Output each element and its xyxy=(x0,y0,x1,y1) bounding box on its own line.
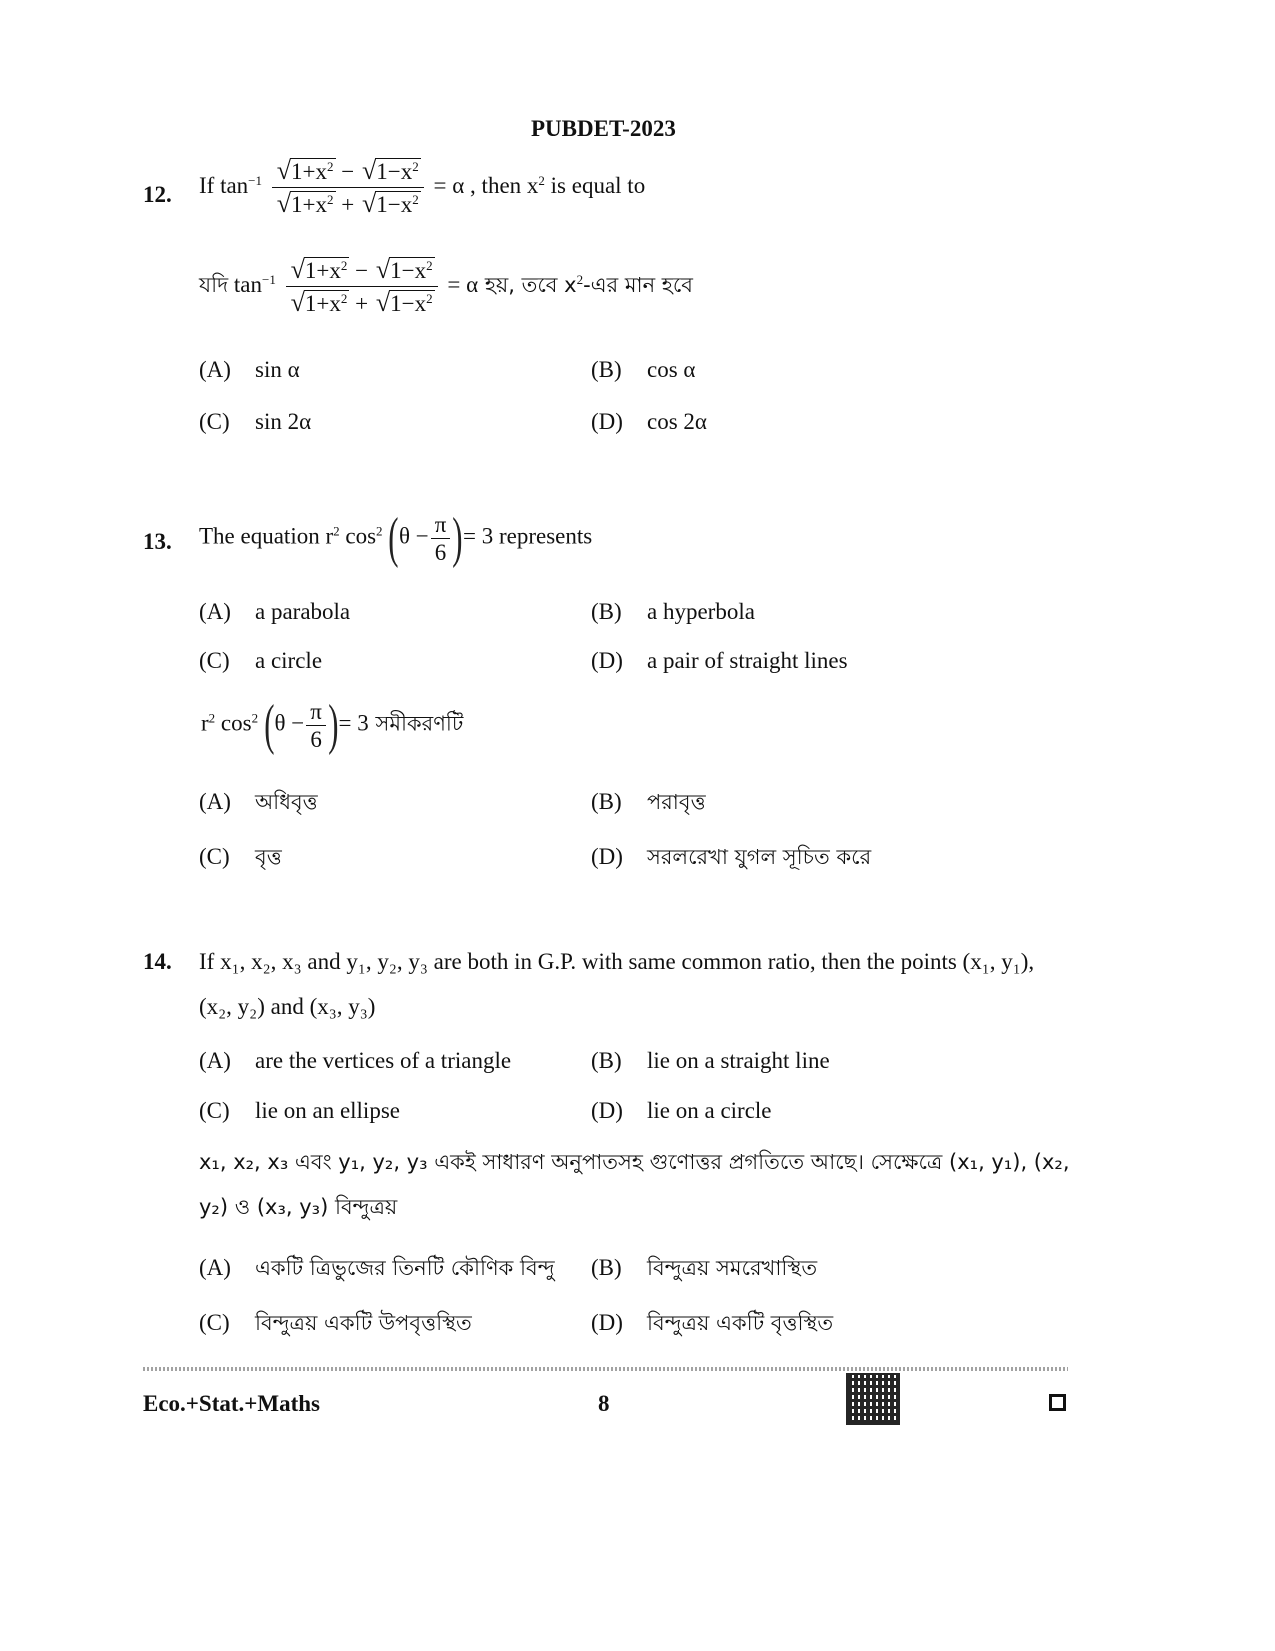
q13-cos-sup: 2 xyxy=(376,523,383,539)
radicand: $1-x^2$ xyxy=(390,291,433,316)
q14-option-b[interactable] xyxy=(591,1049,830,1072)
option-text: cos α xyxy=(647,357,696,382)
q13-bn-option-a[interactable] xyxy=(199,790,318,813)
q12-bn-tail: হয়, তবে x xyxy=(478,272,577,297)
option-text: a hyperbola xyxy=(647,599,755,624)
minus-sign: − xyxy=(335,159,361,184)
option-text: সরলরেখা যুগল সূচিত করে xyxy=(647,845,872,869)
option-text: sin α xyxy=(255,357,300,382)
sqrt-symbol: √ xyxy=(290,255,305,284)
question-12-number: 12. xyxy=(143,182,172,207)
q13-bn-theta: θ − xyxy=(274,710,305,736)
question-14-line-1: If x₁, x₂, x₃ and y₁, y₂, y₃ are both in G.P. with same common ratio, then the points (x₁, y₁), xyxy=(199,949,1035,974)
q12-tail-end: is equal to xyxy=(544,172,646,198)
q12-inverse-sup: −1 xyxy=(248,172,263,188)
q14-option-c[interactable] xyxy=(199,1099,400,1122)
q12-denominator xyxy=(272,188,424,217)
q13-bn-option-c[interactable] xyxy=(199,845,282,868)
q12-lead: If tan xyxy=(199,172,249,198)
q13-option-c[interactable] xyxy=(199,649,322,672)
corner-square-icon xyxy=(1049,1394,1066,1411)
option-label: (C) xyxy=(199,409,230,434)
question-14-bengali-line-2: y₂) ও (x₃, y₃) বিন্দুত্রয় xyxy=(199,1195,398,1219)
q13-r-sup: 2 xyxy=(333,523,340,539)
q14-bn-option-b[interactable] xyxy=(591,1256,817,1279)
question-13-english xyxy=(199,507,593,569)
sqrt-symbol: √ xyxy=(375,255,391,284)
q13-theta: θ − xyxy=(398,523,429,549)
right-paren: ) xyxy=(328,694,339,756)
option-label: (A) xyxy=(199,357,231,382)
q12-option-b[interactable] xyxy=(591,358,695,381)
q14-bn-option-d[interactable] xyxy=(591,1311,833,1334)
q12-bn-numerator xyxy=(286,257,438,287)
plus-sign: + xyxy=(335,192,361,217)
option-label: (D) xyxy=(591,844,623,869)
q12-tail-sup: 2 xyxy=(538,172,545,188)
radicand: $1+x^2$ xyxy=(291,159,334,184)
option-text: lie on an ellipse xyxy=(255,1098,400,1123)
option-label: (B) xyxy=(591,599,622,624)
q13-option-a[interactable] xyxy=(199,600,350,623)
q14-bn-option-c[interactable] xyxy=(199,1311,472,1334)
sqrt-symbol: √ xyxy=(375,288,391,317)
option-label: (B) xyxy=(591,357,622,382)
q13-bn-pi-fraction xyxy=(306,700,326,751)
option-label: (C) xyxy=(199,1310,230,1335)
q12-numerator xyxy=(272,158,424,188)
q13-tail: represents xyxy=(493,523,593,549)
option-label: (C) xyxy=(199,844,230,869)
q13-bn-cos: cos xyxy=(215,710,252,736)
option-text: বিন্দুত্রয় সমরেখাস্থিত xyxy=(647,1256,818,1280)
option-label: (D) xyxy=(591,1098,623,1123)
q13-bn-cos-sup: 2 xyxy=(251,710,259,726)
q12-fraction xyxy=(272,158,424,217)
q13-bn-eq3: = 3 xyxy=(338,710,369,736)
option-text: বিন্দুত্রয় একটি উপবৃত্তস্থিত xyxy=(255,1311,472,1335)
footer-subject: Eco.+Stat.+Maths xyxy=(143,1391,320,1416)
six: 6 xyxy=(434,539,447,565)
option-label: (D) xyxy=(591,1310,623,1335)
option-text: a pair of straight lines xyxy=(647,648,848,673)
left-paren: ( xyxy=(264,694,275,756)
q12-option-a[interactable] xyxy=(199,358,300,381)
q14-option-d[interactable] xyxy=(591,1099,772,1122)
question-14-number: 14. xyxy=(143,949,172,974)
question-14-line-2: (x₂, y₂) and (x₃, y₃) xyxy=(199,994,376,1019)
question-12-bengali xyxy=(199,257,693,316)
option-text: are the vertices of a triangle xyxy=(255,1048,512,1073)
option-text: একটি ত্রিভুজের তিনটি কৌণিক বিন্দু xyxy=(255,1256,555,1280)
confidential-strip xyxy=(143,1367,1068,1371)
option-text: অধিবৃত্ত xyxy=(255,790,318,814)
option-label: (A) xyxy=(199,1048,231,1073)
option-label: (A) xyxy=(199,599,231,624)
option-label: (B) xyxy=(591,1255,622,1280)
option-label: (B) xyxy=(591,789,622,814)
radicand: $1-x^2$ xyxy=(376,192,419,217)
q13-option-d[interactable] xyxy=(591,649,848,672)
left-paren: ( xyxy=(388,507,399,569)
option-label: (C) xyxy=(199,648,230,673)
q12-option-c[interactable] xyxy=(199,410,311,433)
q13-option-b[interactable] xyxy=(591,600,755,623)
footer-page-number: 8 xyxy=(598,1391,610,1416)
q13-cos: cos xyxy=(339,523,377,549)
q12-bn-eq: = α xyxy=(447,271,479,297)
pi: π xyxy=(306,700,326,726)
option-label: (A) xyxy=(199,1255,231,1280)
q12-bn-tail-sup: 2 xyxy=(576,271,584,287)
sqrt-symbol: √ xyxy=(362,189,377,218)
q13-lead: The equation r xyxy=(199,523,334,549)
question-14-bengali-line-1: x₁, x₂, x₃ এবং y₁, y₂, y₃ একই সাধারণ অনুপাতসহ গুণোত্তর প্রগতিতে আছে। সেক্ষেত্রে (x₁, y₁), (x₂, xyxy=(199,1150,1070,1174)
q13-bn-option-b[interactable] xyxy=(591,790,706,813)
radicand: $1-x^2$ xyxy=(390,258,433,283)
option-label: (B) xyxy=(591,1048,622,1073)
option-text: cos 2α xyxy=(647,409,707,434)
q12-bn-denominator xyxy=(286,287,438,316)
q12-option-d[interactable] xyxy=(591,410,707,433)
question-12-english xyxy=(199,158,645,217)
option-text: a circle xyxy=(255,648,323,673)
plus-sign: + xyxy=(349,291,374,316)
radicand: $1+x^2$ xyxy=(304,291,348,316)
q12-bn-tail-end: -এর মান হবে xyxy=(583,272,693,297)
q12-bn-inverse-sup: −1 xyxy=(262,271,276,287)
qr-code-icon xyxy=(846,1373,900,1425)
option-text: পরাবৃত্ত xyxy=(647,790,706,814)
option-text: lie on a straight line xyxy=(647,1048,830,1073)
pi: π xyxy=(431,513,451,539)
radicand: $1-x^2$ xyxy=(376,159,419,184)
radicand: $1+x^2$ xyxy=(291,192,334,217)
q12-bn-tan: tan xyxy=(228,271,262,297)
q13-bn-option-d[interactable] xyxy=(591,845,871,868)
question-13-bengali: $r^2$ $\cos^2 (\theta$ − $\frac{\pi}{6}$ )= 3 সমীকরণটি xyxy=(201,694,464,756)
option-label: (D) xyxy=(591,409,623,434)
right-paren: ) xyxy=(452,507,463,569)
option-text: sin 2α xyxy=(255,409,312,434)
q12-tail: = α , then x xyxy=(433,172,539,198)
option-text: a parabola xyxy=(255,599,351,624)
six: 6 xyxy=(310,726,322,752)
option-label: (D) xyxy=(591,648,623,673)
sqrt-symbol: √ xyxy=(290,288,305,317)
option-label: (C) xyxy=(199,1098,230,1123)
sqrt-symbol: √ xyxy=(276,156,292,185)
minus-sign: − xyxy=(349,258,374,283)
q14-option-a[interactable] xyxy=(199,1049,511,1072)
page-header-title: PUBDET-2023 xyxy=(531,116,676,141)
q13-pi-fraction xyxy=(431,513,451,564)
option-text: বৃত্ত xyxy=(255,845,282,869)
option-text: lie on a circle xyxy=(647,1098,772,1123)
sqrt-symbol: √ xyxy=(362,156,377,185)
q14-bn-option-a[interactable] xyxy=(199,1256,555,1279)
radicand: $1+x^2$ xyxy=(304,258,348,283)
q12-bn-fraction xyxy=(286,257,438,316)
option-label: (A) xyxy=(199,789,231,814)
q13-bn-tail: সমীকরণটি xyxy=(368,711,464,736)
q12-bn-lead: যদি xyxy=(199,272,229,297)
q13-eq3: = 3 xyxy=(462,523,494,549)
sqrt-symbol: √ xyxy=(276,189,292,218)
question-13-number: 13. xyxy=(143,529,172,554)
q13-bn-r-sup: 2 xyxy=(208,710,216,726)
option-text: বিন্দুত্রয় একটি বৃত্তস্থিত xyxy=(647,1311,834,1335)
